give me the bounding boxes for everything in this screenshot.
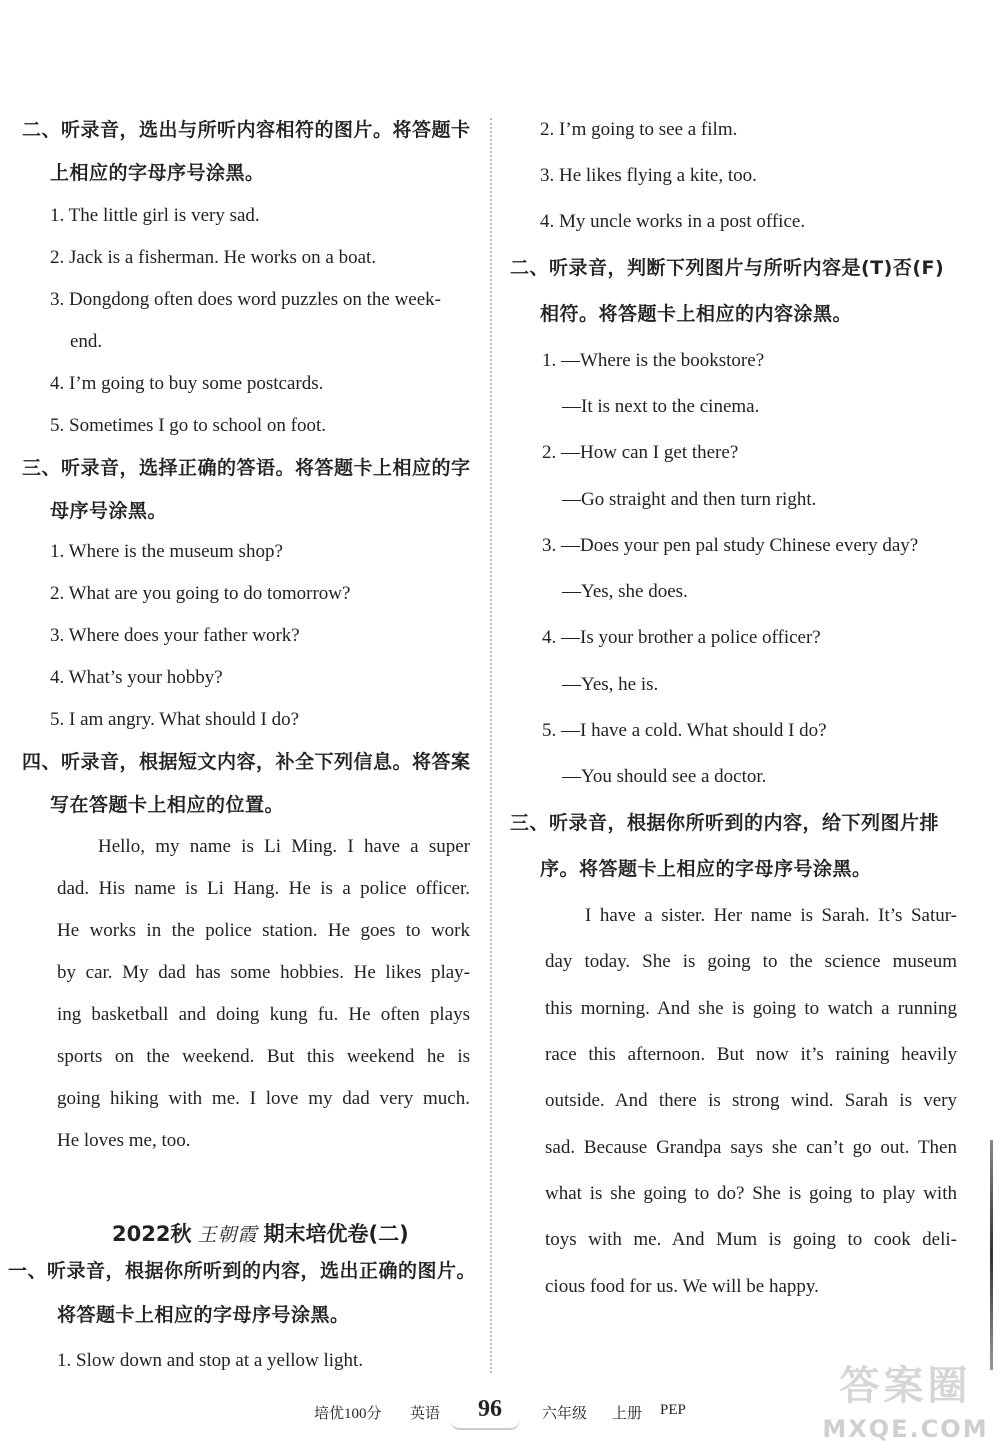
section-heading: 母序号涂黑。 (50, 500, 168, 522)
list-item: 1. Where is the museum shop? (50, 541, 283, 562)
list-item: 5. I am angry. What should I do? (50, 709, 300, 730)
footer-edition: PEP (660, 1402, 686, 1418)
passage-line: He loves me, too. (57, 1130, 191, 1151)
section-heading: 二、听录音，判断下列图片与所听内容是(T)否(F) (510, 257, 945, 279)
list-item: 2. What are you going to do tomorrow? (50, 583, 351, 604)
list-item: 5. Sometimes I go to school on foot. (50, 415, 327, 436)
passage-line: toys with me. And Mum is going to cook deli- (545, 1229, 957, 1250)
passage-line: day today. She is going to the science museum (545, 951, 957, 972)
section-heading: 四、听录音，根据短文内容，补全下列信息。将答案 (22, 751, 471, 773)
passage-line: cious food for us. We will be happy. (545, 1276, 819, 1297)
section-heading: 一、听录音，根据你所听到的内容，选出正确的图片。 (8, 1260, 477, 1282)
section-heading: 三、听录音，根据你所听到的内容，给下列图片排 (510, 812, 940, 834)
dialog-line: —Go straight and then turn right. (562, 489, 817, 510)
dialog-line: 2. —How can I get there? (542, 442, 739, 463)
paper-title-name: 期末培优卷(二) (263, 1222, 409, 1246)
dialog-line: 4. —Is your brother a police officer? (542, 627, 821, 648)
dialog-line: 3. —Does your pen pal study Chinese every day? (542, 535, 919, 556)
footer-book: 培优100分 (314, 1406, 382, 1422)
section-heading: 相符。将答题卡上相应的内容涂黑。 (540, 303, 853, 325)
list-item: end. (70, 331, 103, 352)
dialog-line: —You should see a doctor. (562, 766, 767, 787)
passage-line: going hiking with me. I love my dad very much. (57, 1088, 470, 1109)
brand-logo: 王朝霞 (197, 1224, 258, 1246)
section-heading: 写在答题卡上相应的位置。 (50, 794, 285, 816)
section-heading: 三、听录音，选择正确的答语。将答题卡上相应的字 (22, 457, 471, 479)
passage-line: this morning. And she is going to watch a running (545, 998, 957, 1019)
list-item: 4. I’m going to buy some postcards. (50, 373, 324, 394)
list-item: 1. The little girl is very sad. (50, 205, 260, 226)
passage-line: sad. Because Grandpa says she can’t go out. Then (545, 1137, 957, 1158)
passage-line: what is she going to do? She is going to play with (545, 1183, 957, 1204)
list-item: 3. Where does your father work? (50, 625, 300, 646)
column-divider (490, 118, 492, 1373)
list-item: 1. Slow down and stop at a yellow light. (57, 1350, 364, 1371)
dialog-line: —Yes, he is. (562, 674, 659, 695)
footer-wave-decoration (450, 1420, 520, 1430)
passage-line: He works in the police station. He goes to work (57, 920, 470, 941)
list-item: 2. Jack is a fisherman. He works on a boat. (50, 247, 377, 268)
passage-line: by car. My dad has some hobbies. He likes play- (57, 962, 470, 983)
passage-line: I have a sister. Her name is Sarah. It’s Satur- (585, 905, 957, 926)
list-item: 3. Dongdong often does word puzzles on the week- (50, 289, 441, 310)
passage-line: Hello, my name is Li Ming. I have a super (98, 836, 470, 857)
passage-line: sports on the weekend. But this weekend he is (57, 1046, 470, 1067)
list-item: 4. What’s your hobby? (50, 667, 223, 688)
footer-volume: 上册 (612, 1406, 643, 1422)
list-item: 2. I’m going to see a film. (540, 119, 738, 140)
watermark-logo (818, 1360, 993, 1446)
passage-line: dad. His name is Li Hang. He is a police officer. (57, 878, 470, 899)
watermark-bottom: MXQE.COM (822, 1415, 989, 1443)
paper-title (112, 1218, 409, 1248)
section-heading: 将答题卡上相应的字母序号涂黑。 (57, 1304, 350, 1326)
section-heading: 二、听录音，选出与所听内容相符的图片。将答题卡 (22, 119, 471, 141)
passage-line: outside. And there is strong wind. Sarah is very (545, 1090, 957, 1111)
paper-title-year: 2022秋 (112, 1222, 192, 1246)
passage-line: race this afternoon. But now it’s raining heavily (545, 1044, 957, 1065)
dialog-line: —It is next to the cinema. (562, 396, 760, 417)
list-item: 3. He likes flying a kite, too. (540, 165, 757, 186)
page-edge-mark (990, 1140, 993, 1370)
list-item: 4. My uncle works in a post office. (540, 211, 806, 232)
dialog-line: 5. —I have a cold. What should I do? (542, 720, 827, 741)
passage-line: ing basketball and doing kung fu. He often plays (57, 1004, 470, 1025)
dialog-line: —Yes, she does. (562, 581, 688, 602)
dialog-line: 1. —Where is the bookstore? (542, 350, 765, 371)
page-number: 96 (478, 1396, 502, 1422)
footer-subject: 英语 (410, 1406, 441, 1422)
footer-grade: 六年级 (542, 1406, 588, 1422)
section-heading: 上相应的字母序号涂黑。 (50, 162, 265, 184)
section-heading: 序。将答题卡上相应的字母序号涂黑。 (540, 858, 872, 880)
watermark-top: 答案圈 (839, 1363, 972, 1409)
